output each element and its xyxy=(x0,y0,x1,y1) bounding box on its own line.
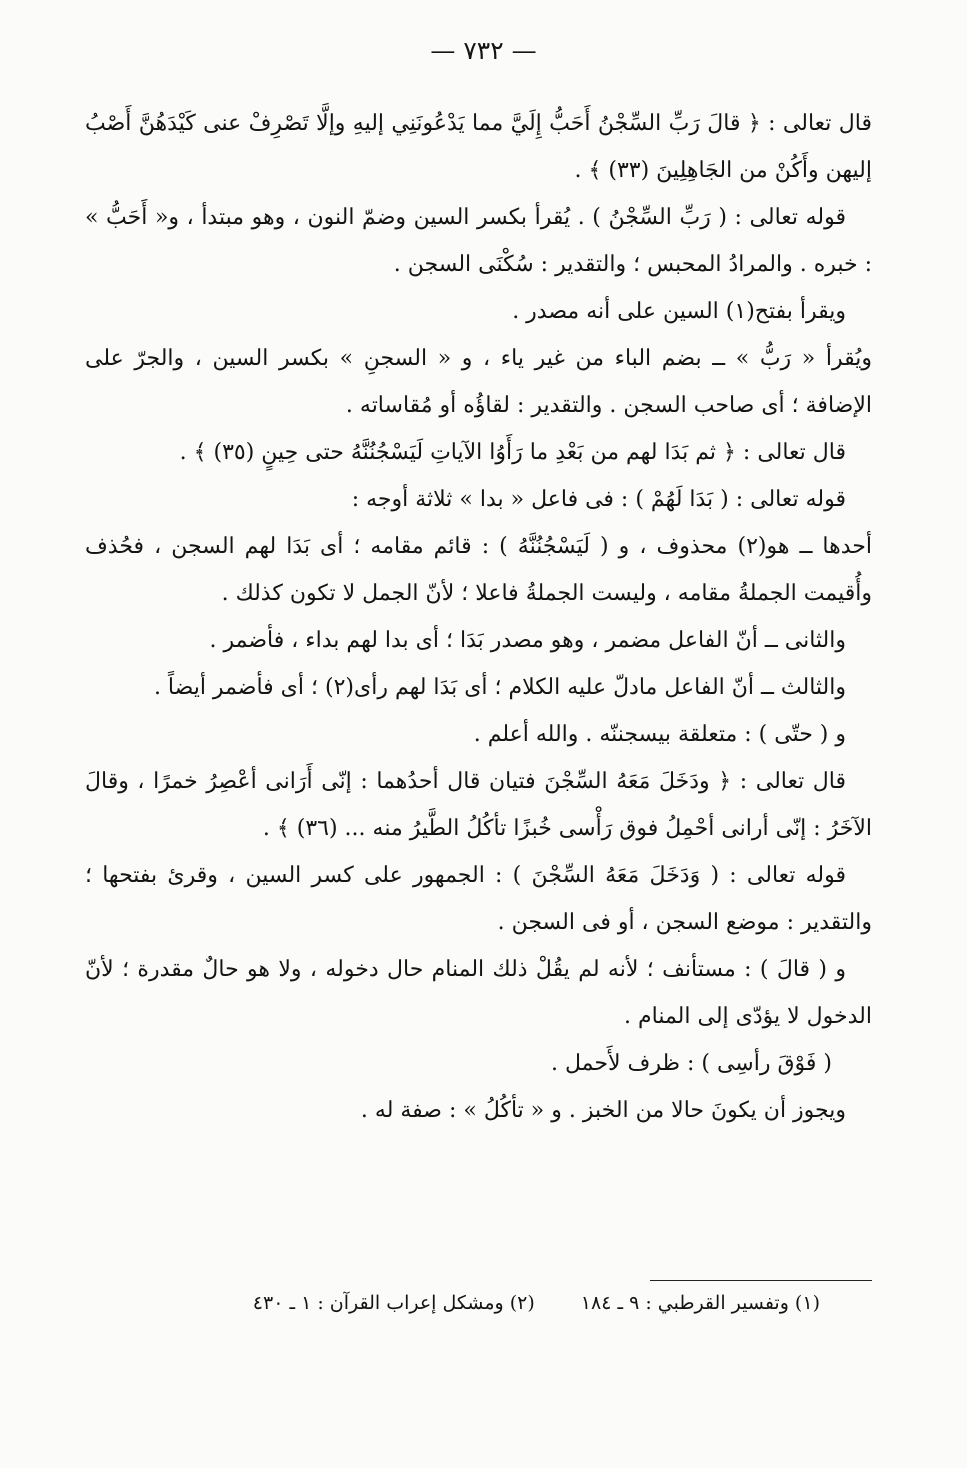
verse-36: قال تعالى : ﴿ ودَخَلَ مَعَهُ السِّجْنَ فتيان قال أحدُهما : إنّى أَرَانى أعْصِرُ خمرًا ، وقالَ الآخَرُ : إنّى أرانى أحْمِلُ فوق رَأْسى خُبزًا تأكُلُ الطَّيرُ منه ... (٣٦) ﴾ . xyxy=(85,769,872,841)
commentary-paragraph: ( فَوْقَ رأسِى ) : ظرف لأَحمل . xyxy=(551,1051,832,1076)
footnotes xyxy=(180,1292,820,1314)
footnote-1: (١) وتفسير القرطبي : ٩ ـ ١٨٤ xyxy=(580,1292,820,1314)
commentary-paragraph: قوله تعالى : ( وَدَخَلَ مَعَهُ السِّجْنَ ) : الجمهور على كسر السين ، وقرئ بفتحها ؛ والتقدير : موضع السجن ، أو فى السجن . xyxy=(85,863,872,935)
commentary-paragraph: ويجوز أن يكونَ حالا من الخبز . و « تأكُلُ » : صفة له . xyxy=(360,1098,846,1123)
verse-33: قال تعالى : ﴿ قالَ رَبِّ السِّجْنُ أَحَبُّ إِلَيَّ مما يَدْعُونَنِي إليهِ وإلَّا تَصْرِفْ عنى كَيْدَهُنَّ أَصْبُ إليهن وأَكُنْ من الجَاهِلِينَ (٣٣) ﴾ . xyxy=(85,111,872,183)
footnote-divider xyxy=(650,1280,872,1281)
commentary-paragraph: والثالث ــ أنّ الفاعل مادلّ عليه الكلام ؛ أى بَدَا لهم رأى(٢) ؛ أى فأضمر أيضاً . xyxy=(153,675,846,700)
commentary-paragraph: و ( قالَ ) : مستأنف ؛ لأنه لم يقُلْ ذلك المنام حال دخوله ، ولا هو حالٌ مقدرة ؛ لأنّ الدخول لا يؤدّى إلى المنام . xyxy=(85,957,872,1029)
commentary-paragraph: قوله تعالى : ( رَبِّ السِّجْنُ ) . يُقرأ بكسر السين وضمّ النون ، وهو مبتدأ ، و« أَحَبُّ » : خبره . والمرادُ المحبس ؛ والتقدير : سُكْنَى السجن . xyxy=(85,205,872,277)
commentary-paragraph: و ( حتّى ) : متعلقة بيسجننّه . والله أعلم . xyxy=(473,722,846,747)
commentary-paragraph: أحدها ــ هو(٢) محذوف ، و ( لَيَسْجُنُنَّهُ ) : قائم مقامه ؛ أى بَدَا لهم السجن ، فحُذف وأُقيمت الجملةُ مقامه ، وليست الجملةُ فاعلا ؛ لأنّ الجمل لا تكون كذلك . xyxy=(85,534,872,606)
footnote-2: (٢) ومشكل إعراب القرآن : ١ ـ ٤٣٠ xyxy=(252,1292,535,1314)
commentary-paragraph: والثانى ــ أنّ الفاعل مضمر ، وهو مصدر بَدَا ؛ أى بدا لهم بداء ، فأضمر . xyxy=(209,628,846,653)
commentary-paragraph: قوله تعالى : ( بَدَا لَهُمْ ) : فى فاعل « بدا » ثلاثة أوجه : xyxy=(351,487,846,512)
commentary-paragraph: ويُقرأ « رَبُّ » ــ بضم الباء من غير ياء ، و « السجنِ » بكسر السين ، والجرّ على الإضافة ؛ أى صاحب السجن . والتقدير : لقاؤُه أو مُقاساته . xyxy=(85,346,872,418)
verse-35: قال تعالى : ﴿ ثم بَدَا لهم من بَعْدِ ما رَأَوُا الآياتِ لَيَسْجُنُنَّهُ حتى حِينٍ (٣٥) ﴾ . xyxy=(179,440,846,465)
page-number: — ٧٣٢ — xyxy=(430,36,537,65)
main-text xyxy=(85,100,872,1134)
commentary-paragraph: ويقرأ بفتح(١) السين على أنه مصدر . xyxy=(512,299,846,324)
